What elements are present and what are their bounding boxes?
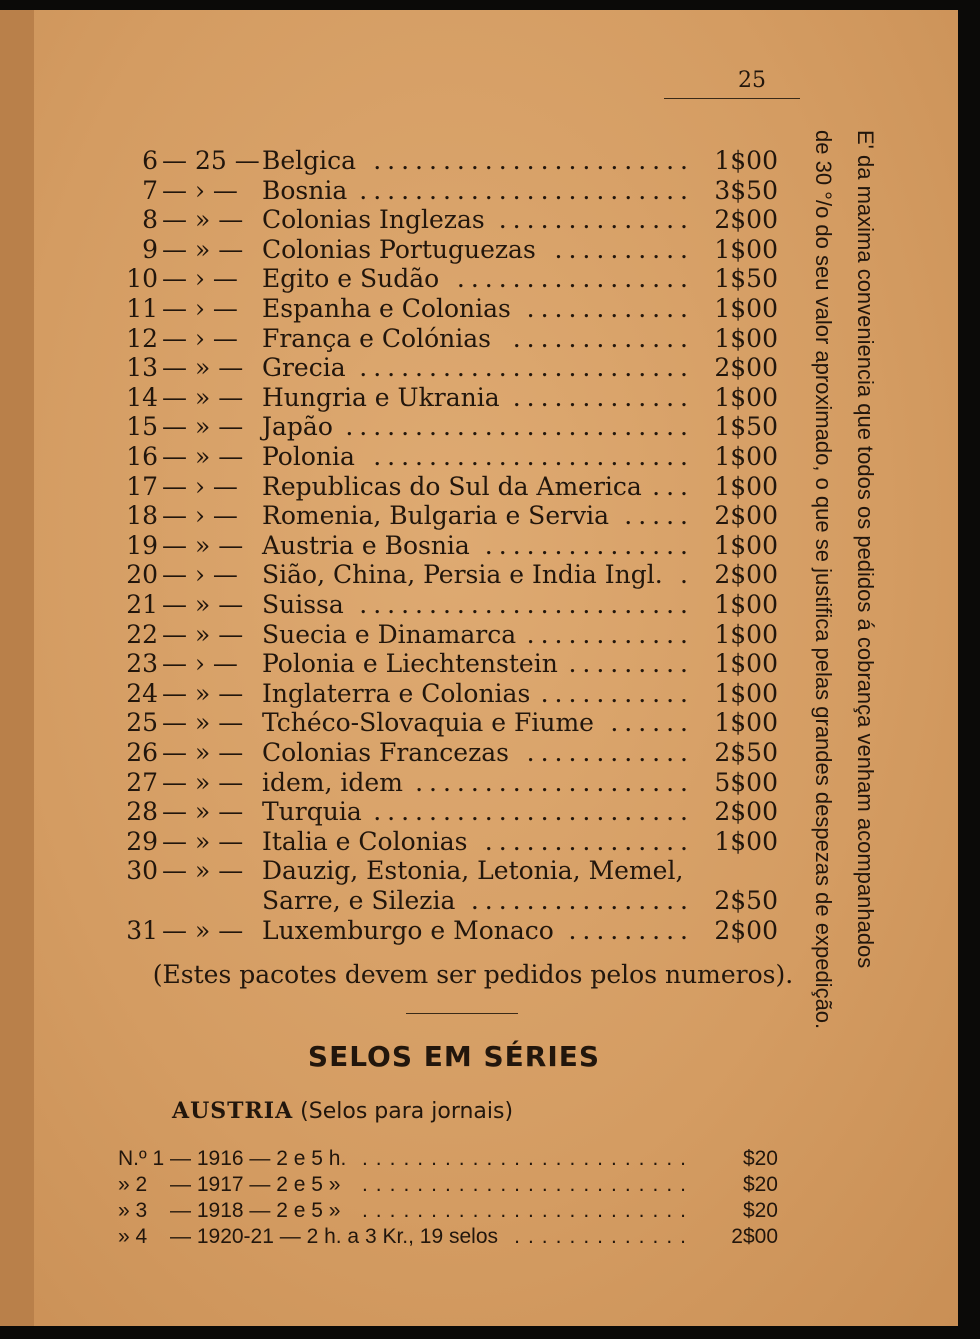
packet-separator: — » — <box>162 708 244 738</box>
packet-row <box>118 383 778 413</box>
packet-row <box>118 827 778 857</box>
packet-row <box>118 531 778 561</box>
packet-number: 15 <box>126 412 158 442</box>
packet-name: Colonias Portuguezas <box>262 234 536 264</box>
packet-number: 7 <box>142 175 158 205</box>
series-row <box>118 1172 778 1198</box>
packet-price: 1$00 <box>714 649 778 679</box>
packet-price: 2$00 <box>714 560 778 590</box>
packet-separator: — » — <box>162 915 244 945</box>
packet-number: 12 <box>126 323 158 353</box>
packet-row <box>118 679 778 709</box>
subsection-heading <box>172 1098 513 1124</box>
packet-price: 1$00 <box>714 294 778 323</box>
packet-row <box>118 472 778 502</box>
packet-separator: — » — <box>162 382 244 412</box>
packet-number: 6 <box>142 146 158 175</box>
leader-dots: ........................ <box>361 1173 694 1196</box>
packet-name: Suissa <box>262 590 344 619</box>
packet-name: Polonia <box>262 442 355 471</box>
packet-row <box>118 294 778 324</box>
section-divider <box>406 1013 518 1014</box>
series-price: $20 <box>742 1173 778 1196</box>
packet-row <box>118 738 778 768</box>
packet-row <box>118 916 778 946</box>
packet-name: Colonias Inglezas <box>262 205 485 235</box>
packet-separator: — » — <box>162 234 244 264</box>
packet-price: 1$00 <box>714 708 778 738</box>
leader-dots: ............. <box>512 382 694 412</box>
series-description: — 1920-21 — 2 h. a 3 Kr., 19 selos <box>170 1225 499 1248</box>
packet-number: 20 <box>126 560 158 590</box>
packet-row <box>118 412 778 442</box>
packet-name: Luxemburgo e Monaco <box>262 915 554 945</box>
packet-separator: — › — <box>162 471 238 501</box>
series-description: — 1916 — 2 e 5 h. <box>170 1147 347 1170</box>
order-note: (Estes pacotes devem ser pedidos pelos numeros). <box>152 960 794 989</box>
packet-row <box>118 768 778 798</box>
packet-name: Tchéco-Slovaquia e Fiume <box>262 708 594 738</box>
packet-separator: — › — <box>162 264 238 294</box>
packet-separator: — » — <box>162 530 244 560</box>
packet-row <box>118 560 778 590</box>
packet-number: 27 <box>126 767 158 797</box>
packet-number: 29 <box>126 826 158 856</box>
leader-dots: ........................ <box>359 353 694 383</box>
packet-row <box>118 501 778 531</box>
packet-name: Sarre, e Silezia <box>262 886 456 915</box>
header-rule <box>664 98 800 99</box>
packet-name: Egito e Sudão <box>262 264 440 294</box>
leader-dots: ............ <box>526 619 694 649</box>
leader-dots: ............... <box>484 826 694 856</box>
packet-number: 8 <box>142 205 158 235</box>
packet-price: 2$00 <box>714 205 778 235</box>
section-title: SELOS EM SÉRIES <box>307 1040 601 1073</box>
series-number: » 3 <box>118 1199 148 1222</box>
leader-dots: . <box>680 560 694 590</box>
packet-number: 22 <box>126 619 158 649</box>
packet-name: Turquia <box>262 797 362 827</box>
leader-dots: ...... <box>610 708 694 738</box>
leader-dots: .......... <box>554 234 694 264</box>
packet-separator: — » — <box>162 797 244 827</box>
packet-price: 5$00 <box>714 767 778 797</box>
packet-price: 3$50 <box>714 175 778 205</box>
series-price: 2$00 <box>731 1225 778 1248</box>
packet-number: 23 <box>126 649 158 679</box>
leader-dots: .................... <box>415 767 694 797</box>
packet-row <box>118 264 778 294</box>
packet-separator: — › — <box>162 175 238 205</box>
packet-row <box>118 856 778 886</box>
packet-separator: — » — <box>162 353 244 383</box>
packet-name: Republicas do Sul da America <box>262 471 642 501</box>
leader-dots: ..... <box>624 501 694 531</box>
packet-name: França e Colónias <box>262 323 491 353</box>
side-note-line-2: de 30 °/o do seu valor aproximado, o que se justifica pelas grandes despezas de expedição. <box>811 130 836 1030</box>
leader-dots: ......................... <box>345 412 694 442</box>
packet-number: 26 <box>126 738 158 767</box>
packet-separator: — » — <box>162 590 244 619</box>
leader-dots: ......... <box>568 915 694 945</box>
packet-price: 2$00 <box>714 353 778 383</box>
packet-separator: — » — <box>162 412 244 442</box>
packet-price: 1$00 <box>714 590 778 619</box>
series-number: N.º 1 <box>118 1147 165 1170</box>
packet-price: 1$00 <box>714 323 778 353</box>
series-description: — 1917 — 2 e 5 » <box>170 1173 341 1196</box>
packet-separator: — » — <box>162 678 244 708</box>
packet-name: Inglaterra e Colonias <box>262 678 531 708</box>
packet-price: 1$50 <box>714 264 778 294</box>
series-row <box>118 1146 778 1172</box>
leader-dots: ............. <box>514 1225 694 1248</box>
packet-row <box>118 797 778 827</box>
subsection-country: AUSTRIA <box>172 1098 294 1124</box>
packet-name: Sião, China, Persia e India Ingl. <box>262 560 663 590</box>
packet-number: 24 <box>126 678 158 708</box>
packet-name: Romenia, Bulgaria e Servia <box>262 501 610 531</box>
packet-row <box>118 620 778 650</box>
packet-name: Dauzig, Estonia, Letonia, Memel, <box>262 856 684 886</box>
series-description: — 1918 — 2 e 5 » <box>170 1199 341 1222</box>
packet-price: 2$00 <box>714 501 778 531</box>
leader-dots: ............ <box>526 738 694 767</box>
packet-separator: — › — <box>162 501 238 531</box>
side-note-line-1: E' da maxima conveniencia que todos os pedidos á cobrança venham acompanhados <box>853 130 878 969</box>
packet-name: Espanha e Colonias <box>262 294 511 323</box>
leader-dots: ........................ <box>361 1147 694 1170</box>
packet-number: 17 <box>126 471 158 501</box>
packet-price: 2$50 <box>714 738 778 767</box>
packet-row <box>118 886 778 916</box>
packet-row <box>118 708 778 738</box>
packet-price: 1$00 <box>714 146 778 175</box>
packet-separator: — » — <box>162 205 244 235</box>
packet-price: 1$00 <box>714 678 778 708</box>
packet-number: 14 <box>126 382 158 412</box>
page-number: 25 <box>738 68 766 93</box>
packet-name: Austria e Bosnia <box>262 530 470 560</box>
packet-row <box>118 176 778 206</box>
packet-number: 9 <box>142 234 158 264</box>
page-gutter <box>0 10 34 1326</box>
packet-name: Bosnia <box>262 175 348 205</box>
series-number: » 2 <box>118 1173 148 1196</box>
packet-price: 1$00 <box>714 234 778 264</box>
packet-price: 2$00 <box>714 797 778 827</box>
packet-price: 1$00 <box>714 530 778 560</box>
packet-row <box>118 649 778 679</box>
packet-name: Suecia e Dinamarca <box>262 619 517 649</box>
packet-number: 30 <box>126 856 158 886</box>
packet-price: 1$00 <box>714 442 778 471</box>
leader-dots: ....................... <box>373 797 694 827</box>
packet-separator: — › — <box>162 323 238 353</box>
packet-separator: — 25 — <box>162 146 260 175</box>
packet-row <box>118 353 778 383</box>
packet-number: 18 <box>126 501 158 531</box>
packet-price: 2$00 <box>714 915 778 945</box>
packet-name: Polonia e Liechtenstein <box>262 649 558 679</box>
subsection-detail: (Selos para jornais) <box>300 1099 514 1124</box>
packet-price: 1$00 <box>714 382 778 412</box>
packet-name: Belgica <box>262 146 357 175</box>
series-row <box>118 1224 778 1250</box>
packet-separator: — » — <box>162 826 244 856</box>
leader-dots: ........................ <box>359 175 694 205</box>
catalog-page <box>34 10 958 1326</box>
packet-number: 19 <box>126 530 158 560</box>
packet-price: 1$00 <box>714 471 778 501</box>
packet-price: 1$00 <box>714 826 778 856</box>
packet-name: idem, idem <box>262 767 403 797</box>
packet-name: Hungria e Ukrania <box>262 382 500 412</box>
packet-separator: — › — <box>162 560 238 590</box>
packet-separator: — › — <box>162 649 238 679</box>
packet-number: 11 <box>126 294 158 323</box>
packet-separator: — » — <box>162 442 244 471</box>
packet-row <box>118 235 778 265</box>
packet-price: 1$50 <box>714 412 778 442</box>
leader-dots: ....................... <box>373 442 694 471</box>
packet-number: 10 <box>126 264 158 294</box>
packet-row <box>118 590 778 620</box>
leader-dots: ......... <box>568 649 694 679</box>
leader-dots: ....................... <box>373 146 694 175</box>
series-price: $20 <box>742 1147 778 1170</box>
leader-dots: ................ <box>470 886 694 915</box>
packet-number: 21 <box>126 590 158 619</box>
packet-separator: — › — <box>162 294 238 323</box>
leader-dots: ........................ <box>361 1199 694 1222</box>
packet-number: 28 <box>126 797 158 827</box>
packet-row <box>118 205 778 235</box>
side-note <box>796 130 886 1240</box>
packet-separator: — » — <box>162 767 244 797</box>
packet-separator: — » — <box>162 738 244 767</box>
series-price: $20 <box>742 1199 778 1222</box>
leader-dots: ... <box>652 471 694 501</box>
leader-dots: ........... <box>540 678 694 708</box>
packet-number: 31 <box>126 915 158 945</box>
packet-row <box>118 324 778 354</box>
packet-row <box>118 146 778 176</box>
packet-name: Grecia <box>262 353 346 383</box>
leader-dots: ............ <box>526 294 694 323</box>
series-row <box>118 1198 778 1224</box>
series-number: » 4 <box>118 1225 148 1248</box>
packet-separator: — » — <box>162 856 244 886</box>
packet-number: 13 <box>126 353 158 383</box>
packet-price: 1$00 <box>714 619 778 649</box>
packet-name: Italia e Colonias <box>262 826 468 856</box>
leader-dots: ........................ <box>359 590 694 619</box>
packet-name: Colonias Francezas <box>262 738 510 767</box>
leader-dots: ................. <box>456 264 694 294</box>
packet-number: 16 <box>126 442 158 471</box>
leader-dots: ............. <box>512 323 694 353</box>
packet-row <box>118 442 778 472</box>
leader-dots: .............. <box>498 205 694 235</box>
packet-name: Japão <box>262 412 333 442</box>
packet-number: 25 <box>126 708 158 738</box>
packet-separator: — » — <box>162 619 244 649</box>
leader-dots: ............... <box>484 530 694 560</box>
packet-price: 2$50 <box>714 886 778 915</box>
